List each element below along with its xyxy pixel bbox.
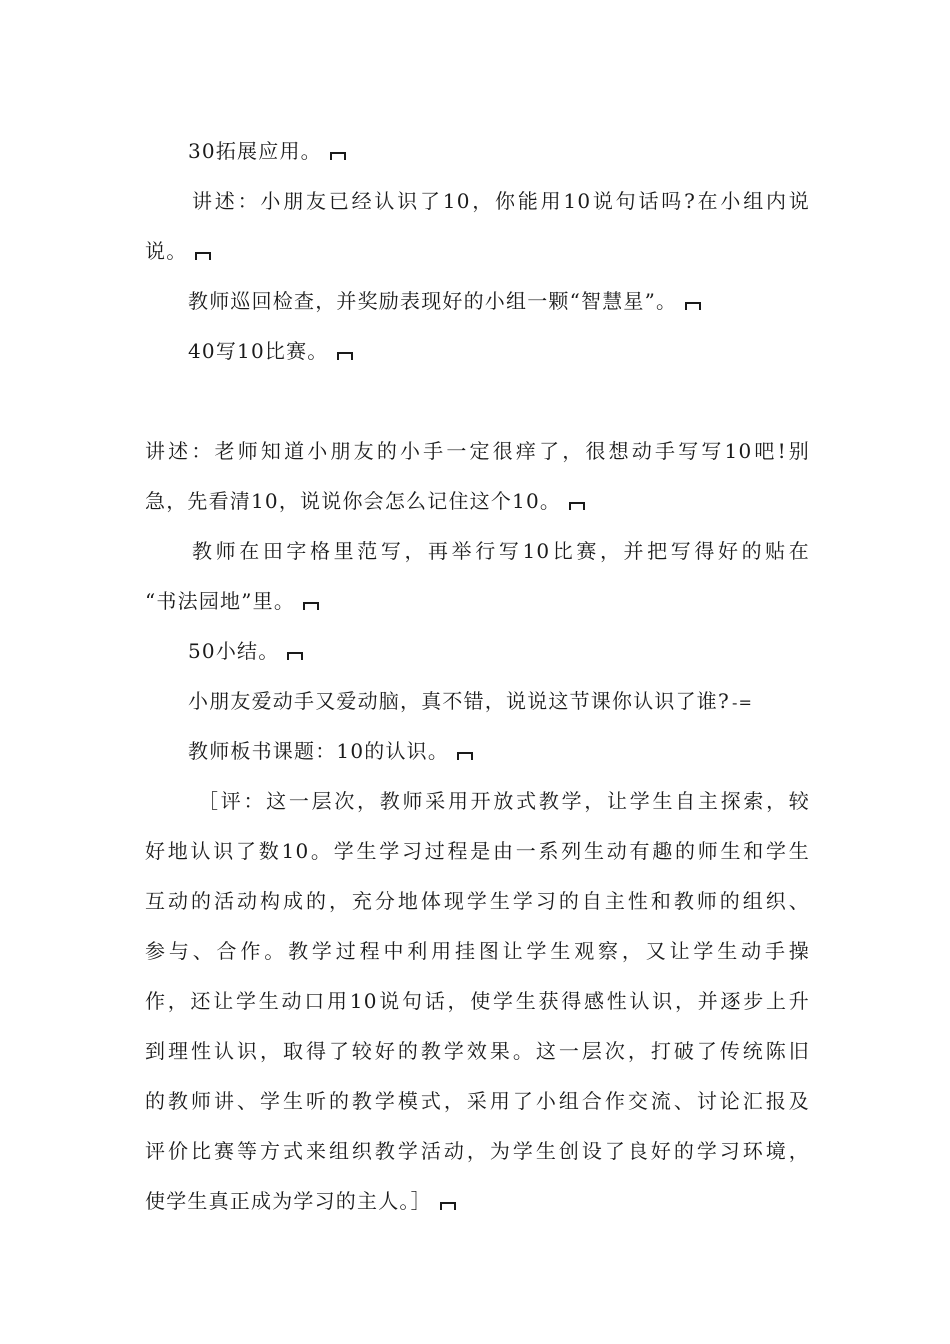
comment-line xyxy=(145,836,810,866)
section-heading-write xyxy=(188,336,810,366)
comment-text: ［评：这一层次，教师采用开放式教学，让学生自主探索，较 xyxy=(198,789,810,813)
paragraph-line xyxy=(145,436,810,466)
comment-text: 评价比赛等方式来组织教学活动，为学生创设了良好的学习环境， xyxy=(145,1139,810,1163)
paragraph-text: 教师巡回检查，并奖励表现好的小组一颗“智慧星”。 xyxy=(188,289,678,313)
comment-line xyxy=(198,786,810,816)
paragraph-mark-icon xyxy=(287,652,303,660)
heading-text: 30拓展应用。 xyxy=(188,139,322,163)
paragraph-line xyxy=(188,736,810,766)
paragraph-line xyxy=(192,186,810,216)
heading-text: 40写10比赛。 xyxy=(188,339,329,363)
paragraph-mark-icon xyxy=(685,302,701,310)
paragraph-line xyxy=(192,536,810,566)
paragraph-mark-icon xyxy=(330,152,346,160)
comment-text: 到理性认识，取得了较好的教学效果。这一层次，打破了传统陈旧 xyxy=(145,1039,810,1063)
paragraph-mark-icon xyxy=(303,602,319,610)
comment-text: 使学生真正成为学习的主人。］ xyxy=(145,1189,432,1213)
comment-line xyxy=(145,1036,810,1066)
paragraph-mark-icon xyxy=(195,252,211,260)
paragraph-text: 讲述：老师知道小朋友的小手一定很痒了，很想动手写写10吧!别 xyxy=(145,439,810,463)
paragraph-text: 教师板书课题：10的认识。 xyxy=(188,739,450,763)
paragraph-mark-icon xyxy=(440,1202,456,1210)
paragraph-mark-icon xyxy=(457,752,473,760)
comment-text: 互动的活动构成的，充分地体现学生学习的自主性和教师的组织、 xyxy=(145,889,810,913)
comment-text: 参与、合作。教学过程中利用挂图让学生观察，又让学生动手操 xyxy=(145,939,810,963)
comment-text: 好地认识了数10。学生学习过程是由一系列生动有趣的师生和学生 xyxy=(145,839,810,863)
paragraph-text: 教师在田字格里范写，再举行写10比赛，并把写得好的贴在 xyxy=(192,539,810,563)
comment-line xyxy=(145,1186,810,1216)
paragraph-text: 说。 xyxy=(145,239,188,263)
section-heading-expand xyxy=(188,136,810,166)
section-heading-summary xyxy=(188,636,810,666)
paragraph-line xyxy=(145,486,810,516)
comment-line xyxy=(145,1086,810,1116)
paragraph-line xyxy=(145,236,810,266)
paragraph-mark-icon xyxy=(569,502,585,510)
paragraph-mark-icon xyxy=(337,352,353,360)
comment-text: 的教师讲、学生听的教学模式，采用了小组合作交流、讨论汇报及 xyxy=(145,1089,810,1113)
paragraph-text: 急，先看清10，说说你会怎么记住这个10。 xyxy=(145,489,562,513)
paragraph-line xyxy=(145,586,810,616)
paragraph-text: 小朋友爱动手又爱动脑，真不错，说说这节课你认识了谁? xyxy=(188,689,730,713)
paragraph-tail-mark: -= xyxy=(731,693,754,712)
paragraph-line xyxy=(188,686,810,716)
paragraph-line xyxy=(188,286,810,316)
heading-text: 50小结。 xyxy=(188,639,280,663)
paragraph-text: “书法园地”里。 xyxy=(145,589,296,613)
comment-line xyxy=(145,886,810,916)
comment-line xyxy=(145,936,810,966)
comment-text: 作，还让学生动口用10说句话，使学生获得感性认识，并逐步上升 xyxy=(145,989,810,1013)
comment-line xyxy=(145,1136,810,1166)
paragraph-text: 讲述：小朋友已经认识了10，你能用10说句话吗?在小组内说 xyxy=(192,189,810,213)
comment-line xyxy=(145,986,810,1016)
